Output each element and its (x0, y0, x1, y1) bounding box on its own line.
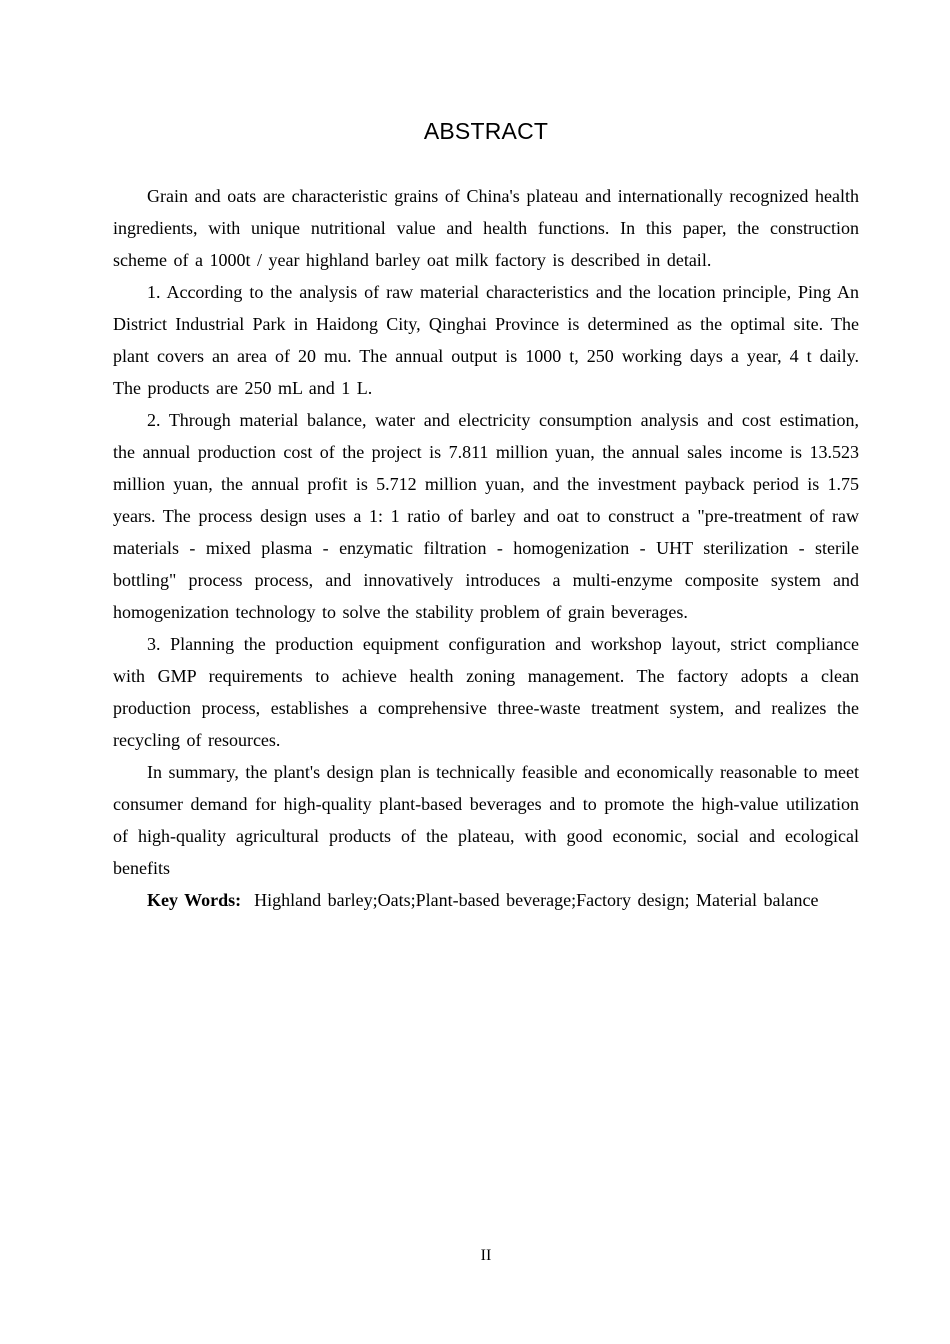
page-title: ABSTRACT (423, 118, 549, 144)
abstract-paragraph-site: 1. According to the analysis of raw material characteristics and the location principle, Ping An District Industrial Park in Haidong City, Qinghai Province is determined as the optimal site. The plant covers an area of 20 mu. The annual output is 1000 t, 250 working days a year, 4 t daily. The products are 250 mL and 1 L. (113, 282, 859, 398)
keywords-line (113, 884, 859, 916)
abstract-paragraph-cost-process: 2. Through material balance, water and electricity consumption analysis and cost estimation, the annual production cost of the project is 7.811 million yuan, the annual sales income is 13.523 million yuan, the annual profit is 5.712 million yuan, and the investment payback period is 1.75 years. The process design uses a 1: 1 ratio of barley and oat to construct a "pre-treatment of raw materials - mixed plasma - enzymatic filtration - homogenization - UHT sterilization - sterile bottling" process process, and innovatively introduces a multi-enzyme composite system and homogenization technology to solve the stability problem of grain beverages. (113, 410, 859, 622)
abstract-paragraph-intro: Grain and oats are characteristic grains of China's plateau and internationally recognized health ingredients, with unique nutritional value and health functions. In this paper, the construction scheme of a 1000t / year highland barley oat milk factory is described in detail. (113, 186, 859, 270)
abstract-body (113, 180, 859, 916)
keywords-label: Key Words: (147, 890, 242, 910)
keywords-text: Highland barley;Oats;Plant-based beverage;Factory design; Material balance (254, 890, 819, 910)
abstract-paragraph-summary: In summary, the plant's design plan is technically feasible and economically reasonable to meet consumer demand for high-quality plant-based beverages and to promote the high-value utilization of high-quality agricultural products of the plateau, with good economic, social and ecological benefits (113, 762, 859, 878)
page-number: II (480, 1247, 492, 1264)
abstract-paragraph-layout: 3. Planning the production equipment configuration and workshop layout, strict compliance with GMP requirements to achieve health zoning management. The factory adopts a clean production process, establishes a comprehensive three-waste treatment system, and realizes the recycling of resources. (113, 634, 859, 750)
